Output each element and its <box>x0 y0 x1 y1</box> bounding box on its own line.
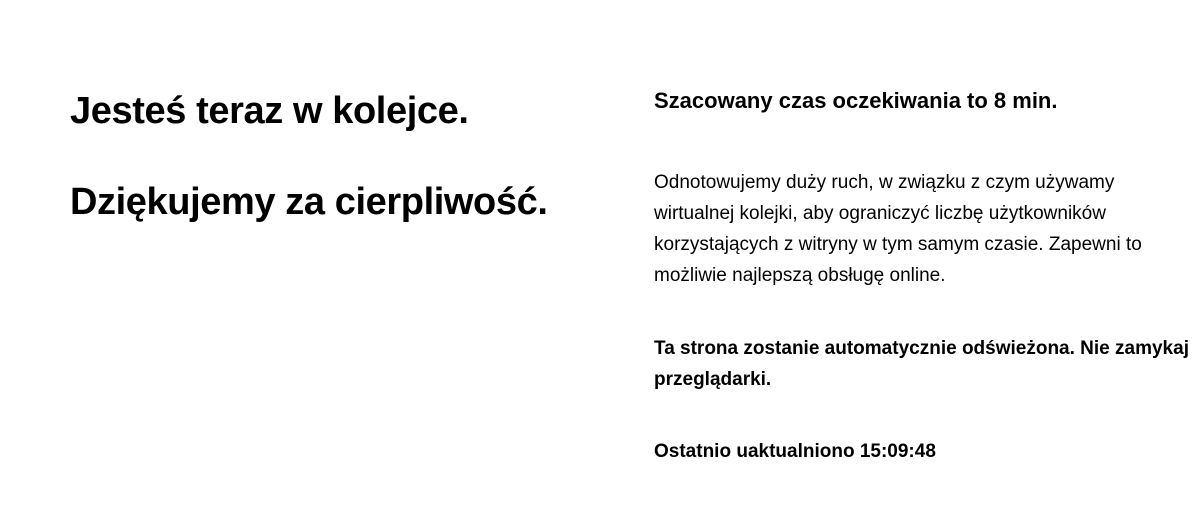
last-updated-timestamp: Ostatnio uaktualniono 15:09:48 <box>654 441 936 462</box>
auto-refresh-note: Ta strona zostanie automatycznie odświeżona. Nie zamykaj przeglądarki. <box>654 338 1189 390</box>
estimated-wait-time: Szacowany czas oczekiwania to 8 min. <box>654 88 1058 113</box>
queue-info <box>654 86 1190 467</box>
queue-message <box>70 88 630 225</box>
queue-heading: Jesteś teraz w kolejce. <box>70 90 469 132</box>
queue-description: Odnotowujemy duży ruch, w związku z czym używamy wirtualnej kolejki, aby ograniczyć liczbę użytkowników korzystających z witryny w tym samym czasie. Zapewni to możliwie najlepszą obsługę online. <box>654 172 1142 286</box>
thank-you-heading: Dziękujemy za cierpliwość. <box>70 181 548 223</box>
